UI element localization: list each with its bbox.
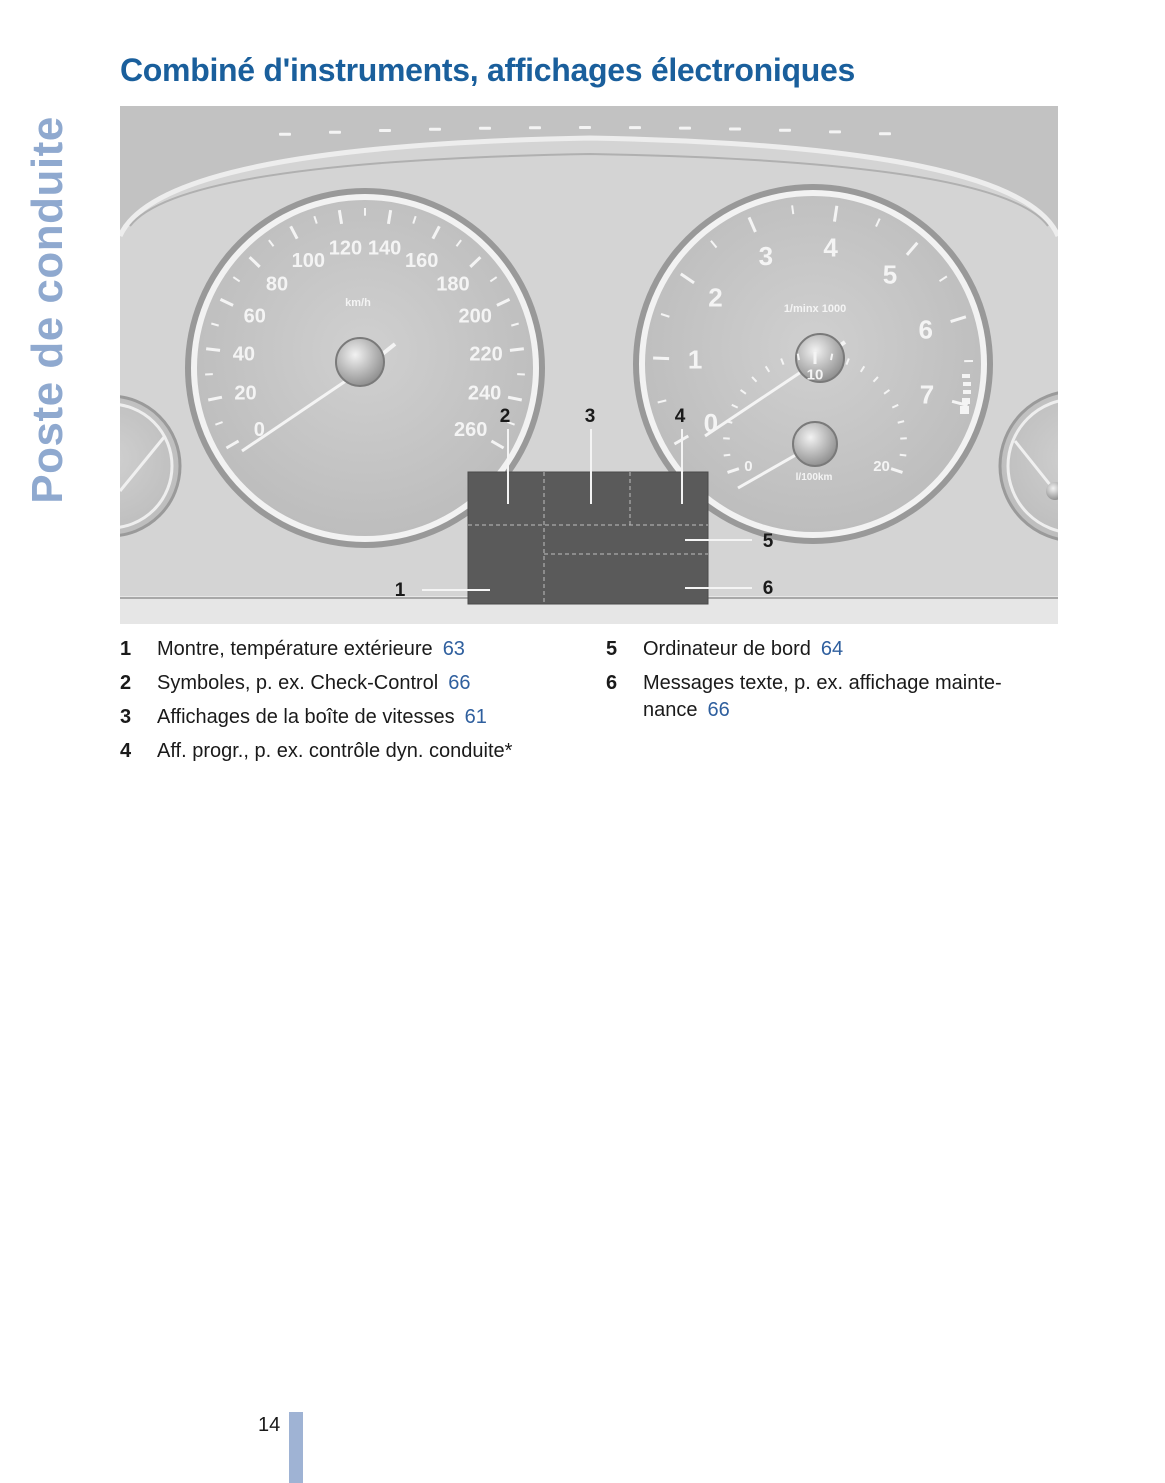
legend-text: Montre, température extérieure [157, 638, 433, 660]
speedometer-label: 260 [453, 419, 488, 441]
speedometer-label: 20 [234, 382, 257, 405]
consumption-label: 10 [806, 366, 824, 384]
instrument-cluster-illustration [120, 106, 1058, 624]
tachometer-label: 3 [758, 240, 774, 271]
tachometer-label: 2 [708, 282, 723, 313]
speedometer-unit: km/h [345, 297, 371, 309]
legend-right [606, 636, 1046, 731]
page-bar [289, 1412, 303, 1483]
legend-item [606, 636, 1046, 663]
legend-number: 3 [120, 706, 132, 728]
consumption-tick [798, 354, 799, 360]
tachometer-unit: 1/minx 1000 [783, 303, 847, 315]
legend-number: 2 [120, 672, 132, 694]
consumption-label: 20 [873, 457, 890, 475]
speedometer-label: 80 [265, 273, 289, 296]
central-display [468, 472, 708, 604]
consumption-unit: l/100km [795, 472, 833, 483]
hood-light-dash [729, 128, 741, 131]
tachometer-label: 7 [919, 379, 935, 410]
speedometer-label: 220 [469, 343, 503, 366]
chapter-side-tab [0, 55, 100, 504]
page-reference-link[interactable]: 66 [448, 672, 471, 694]
legend-item [120, 738, 580, 765]
callout-4: 4 [674, 406, 686, 427]
speedometer-label: 40 [232, 343, 256, 366]
legend-text: Aff. progr., p. ex. contrôle dyn. conduite* [157, 740, 513, 762]
hood-light-dash [579, 126, 591, 129]
consumption-label: 0 [744, 457, 753, 475]
legend-number: 4 [120, 740, 132, 762]
legend-number: 5 [606, 638, 618, 660]
speedometer-label: 160 [405, 249, 439, 272]
tachometer-label: 5 [882, 259, 898, 290]
hood-light-dash [479, 127, 491, 130]
consumption-tick [831, 354, 832, 360]
legend-text: Ordinateur de bord [643, 638, 811, 660]
chapter-side-tab-label: Poste de conduite [23, 116, 72, 504]
callout-1: 1 [394, 580, 406, 601]
callout-2: 2 [499, 406, 511, 427]
legend-text: Messages texte, p. ex. affichage mainte- nance [643, 672, 1002, 721]
hood-light-dash [829, 130, 841, 133]
speedometer-label: 60 [243, 305, 266, 328]
speedometer-label: 180 [436, 273, 470, 296]
tachometer-label: 4 [823, 232, 838, 263]
legend-text: Affichages de la boîte de vitesses [157, 706, 455, 728]
legend-item [120, 670, 580, 697]
speedometer-label: 120 [328, 237, 363, 260]
page-reference-link[interactable]: 64 [820, 638, 844, 660]
hood-light-dash [879, 132, 891, 135]
tachometer-tick [653, 358, 669, 359]
speedometer-label: 200 [458, 305, 492, 328]
tachometer-label: 1 [687, 344, 703, 375]
callout-3: 3 [584, 406, 596, 427]
legend-number: 6 [606, 672, 618, 694]
hood-light-dash [529, 126, 541, 129]
page-reference-link[interactable]: 63 [442, 638, 465, 660]
speedometer-tick [206, 349, 220, 351]
hood-light-dash [329, 131, 341, 134]
speedometer-label: 140 [367, 237, 402, 260]
page-reference-link[interactable]: 61 [464, 706, 487, 728]
tachometer-label: 0 [703, 408, 719, 439]
speedometer-tick [510, 349, 524, 351]
legend-item [120, 636, 580, 663]
speedometer-label: 0 [253, 419, 265, 441]
callout-5: 5 [762, 531, 774, 552]
instrument-cluster-figure [120, 106, 1058, 624]
hood-light-dash [629, 126, 641, 129]
hood-light-dash [429, 128, 441, 131]
hood-light-dash [279, 133, 291, 136]
speedometer-label: 240 [467, 382, 502, 405]
legend-item [120, 704, 580, 731]
callout-6: 6 [762, 578, 774, 599]
legend-number: 1 [120, 638, 132, 660]
tachometer-label: 6 [918, 314, 933, 345]
legend-item [606, 670, 1046, 724]
legend-text: Symboles, p. ex. Check-Control [157, 672, 439, 694]
tachometer-tick [792, 205, 793, 214]
legend-left [120, 636, 580, 772]
page-number: 14 [258, 1414, 281, 1436]
consumption-tick [900, 455, 907, 456]
page-reference-link[interactable]: 66 [707, 699, 730, 721]
hood-light-dash [679, 127, 691, 130]
consumption-hub [793, 422, 837, 466]
speedometer-hub [336, 338, 384, 386]
consumption-tick [724, 455, 731, 456]
speedometer-label: 100 [291, 249, 325, 272]
hood-light-dash [379, 129, 391, 132]
page-title: Combiné d'instruments, affichages électroniques [120, 52, 855, 88]
hood-light-dash [779, 129, 791, 132]
